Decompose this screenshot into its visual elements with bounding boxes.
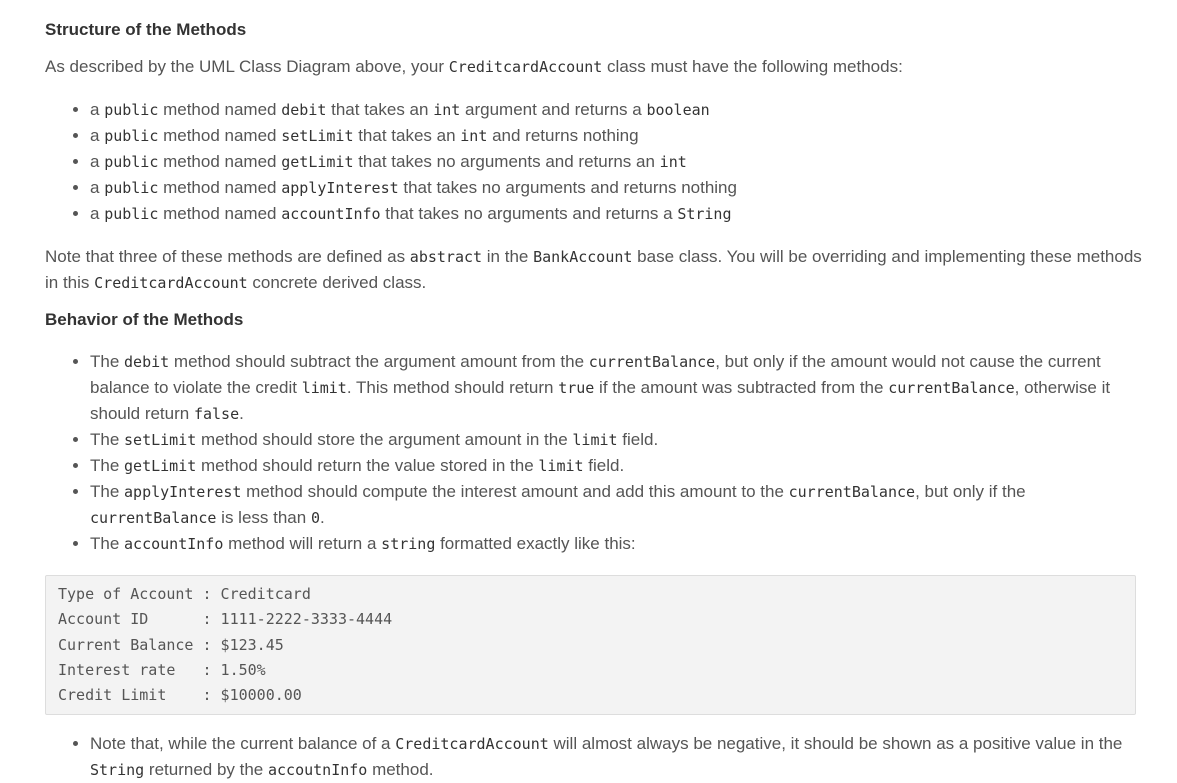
text-segment: that takes no arguments and returns a [380,204,678,223]
text-segment: . [319,508,325,527]
inline-code: currentBalance [788,483,916,501]
text-segment: if the amount was subtracted from the [594,378,889,397]
text-segment: formatted exactly like this: [435,534,636,553]
text-segment: The [90,534,125,553]
list-item [90,201,1155,227]
inline-code: String [90,761,145,780]
inline-code: public [104,127,159,145]
text-segment: method will return a [223,534,382,553]
inline-code: int [460,127,488,145]
text-segment: in the [482,247,534,266]
behavior-list [45,349,1155,557]
inline-code: limit [538,457,584,475]
inline-code: String [677,205,732,223]
text-segment: will almost always be negative, it should be shown as a positive value in the [548,734,1123,754]
text-segment: field. [583,456,625,475]
inline-code: false [193,405,240,423]
list-item [90,97,1155,123]
inline-code: abstract [409,248,483,266]
inline-code: int [433,101,461,119]
inline-code: accountInfo [124,535,224,553]
text-segment: method should store the argument amount in the [196,430,573,449]
text-segment: method should return the value stored in the [196,456,539,475]
list-item [90,123,1155,149]
methods-list [45,97,1155,227]
inline-code: limit [301,379,347,397]
text-segment: The [90,352,125,371]
text-segment: a [90,152,105,171]
text-segment: The [90,430,125,449]
text-segment: Note that three of these methods are defined as [45,247,410,266]
inline-code: public [104,101,159,119]
text-segment: Note that, while the current balance of a [90,734,396,754]
text-segment: . This method should return [346,378,559,397]
text-segment: , otherwise it should return [90,378,1111,423]
inline-code: applyInterest [124,483,242,501]
text-segment: As described by the UML Class Diagram above, your [45,57,449,76]
inline-code: boolean [646,101,710,119]
inline-code: setLimit [281,127,354,145]
text-segment: , but only if the amount would not cause the current balance to violate the credit [90,352,1101,397]
inline-code: currentBalance [888,379,1015,397]
inline-code: accountInfo [281,205,381,223]
inline-code: public [104,153,159,171]
section-heading-structure: Structure of the Methods [45,20,247,39]
list-item-getlimit [90,453,1155,479]
inline-code: true [558,379,595,397]
inline-code: debit [124,353,170,371]
text-segment: method. [367,760,434,780]
inline-code: CreditcardAccount [395,735,549,754]
text-segment: concrete derived class. [247,273,427,292]
text-segment: that takes no arguments and returns an [353,152,660,171]
inline-code: string [381,535,436,553]
inline-code: currentBalance [90,509,217,527]
inline-code: setLimit [124,431,197,449]
inline-code: BankAccount [533,248,633,266]
inline-code: applyInterest [281,179,399,197]
text-segment: . [239,404,244,423]
inline-code: public [104,179,159,197]
list-item-applyinterest [90,479,1155,531]
inline-code: CreditcardAccount [94,274,248,292]
text-segment: a [90,100,105,119]
text-segment: field. [617,430,659,449]
sample-output-code-block: Type of Account : Creditcard Account ID : 1111-2222-3333-4444 Current Balance : $123.45 Interest rate : 1.50% Credit Limit : $10000.00 [45,575,1136,715]
final-note-list [45,731,1155,783]
text-segment: a [90,204,105,223]
list-item [90,149,1155,175]
abstract-note-paragraph [45,244,1155,296]
list-item [90,175,1155,201]
text-segment: that takes an [353,126,461,145]
intro-paragraph [45,54,1155,80]
inline-code: getLimit [124,457,197,475]
list-item-setlimit [90,427,1155,453]
text-segment: method named [158,178,282,197]
list-item-debit [90,349,1155,427]
text-segment: a [90,126,105,145]
text-segment: a [90,178,105,197]
list-item-final-note [90,731,1155,783]
text-segment: method named [158,126,282,145]
text-segment: method should subtract the argument amount from the [169,352,589,371]
text-segment: that takes no arguments and returns nothing [398,178,737,197]
text-segment: , but only if the [915,482,1026,501]
inline-code: public [104,205,159,223]
text-segment: method should compute the interest amount and add this amount to the [241,482,789,501]
text-segment: method named [158,100,282,119]
text-segment: The [90,482,125,501]
text-segment: class must have the following methods: [602,57,903,76]
section-heading-behavior: Behavior of the Methods [45,310,244,329]
text-segment: and returns nothing [487,126,639,145]
text-segment: is less than [216,508,311,527]
text-segment: returned by the [144,760,268,780]
inline-code: int [659,153,687,171]
text-segment: The [90,456,125,475]
text-segment: base class. You will be overriding and implementing these methods in this [45,247,1142,292]
text-segment: method named [158,152,282,171]
class-name-code: CreditcardAccount [448,58,603,76]
inline-code: accoutnInfo [268,761,368,780]
inline-code: 0 [310,509,320,527]
list-item-accountinfo [90,531,1155,557]
inline-code: getLimit [281,153,354,171]
inline-code: limit [572,431,618,449]
text-segment: method named [158,204,282,223]
text-segment: argument and returns a [460,100,647,119]
inline-code: currentBalance [588,353,716,371]
inline-code: debit [281,101,327,119]
text-segment: that takes an [326,100,434,119]
